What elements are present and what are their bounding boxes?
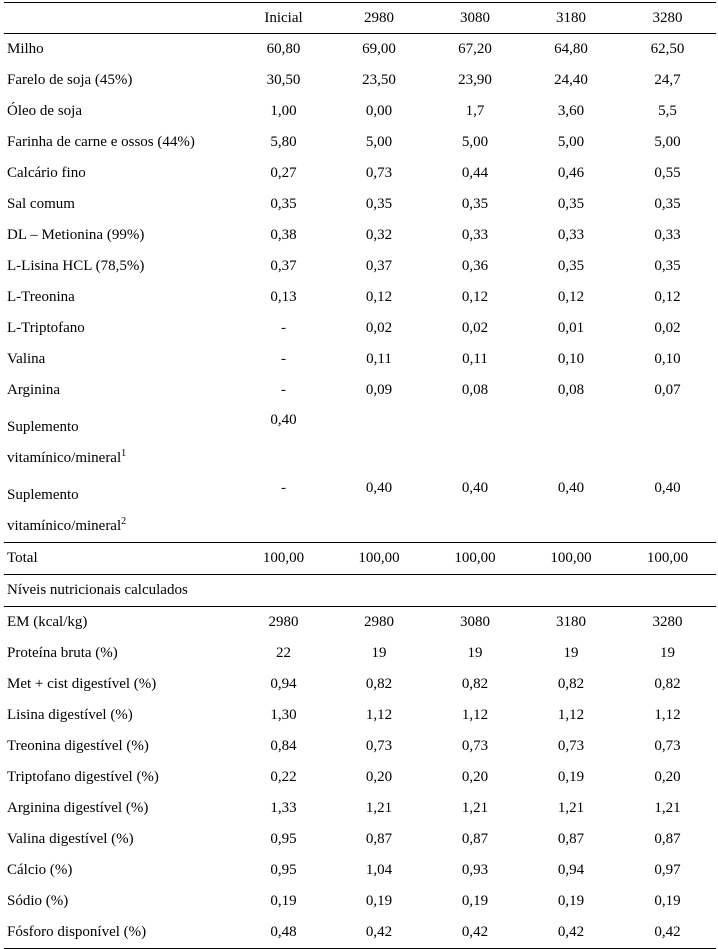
value-cell: 0,44 <box>461 165 489 181</box>
value-cell: - <box>281 480 286 496</box>
value-cell: 0,95 <box>270 831 297 847</box>
ingredient-row <box>4 375 716 406</box>
table-body <box>4 3 716 949</box>
value-cell: 0,36 <box>461 258 489 274</box>
value-cell: 0,82 <box>365 676 393 692</box>
ingredient-row <box>4 220 716 251</box>
supplement-label-line2 <box>7 443 236 474</box>
value-cell <box>523 406 619 474</box>
value-cell <box>427 406 523 474</box>
row-label: Lisina digestível (%) <box>7 707 133 723</box>
ingredient-row <box>4 344 716 375</box>
supplement-row <box>4 406 716 474</box>
value-cell <box>331 406 427 474</box>
value-cell: 0,42 <box>523 917 619 949</box>
row-label: L-Lisina HCL (78,5%) <box>7 258 145 274</box>
value-cell: 0,19 <box>654 893 681 909</box>
value-cell: 19 <box>660 645 675 661</box>
value-cell: 0,82 <box>461 676 489 692</box>
value-cell: 0,35 <box>461 196 489 212</box>
value-cell: 0,02 <box>654 320 681 336</box>
value-cell: 0,94 <box>270 676 297 692</box>
value-cell: 1,7 <box>465 103 485 119</box>
ingredient-row <box>4 96 716 127</box>
supplement-label-line1: Suplemento <box>7 419 79 435</box>
value-cell: 100,00 <box>427 543 523 575</box>
value-cell: 3080 <box>460 614 490 630</box>
value-cell: 0,27 <box>270 165 297 181</box>
value-cell: 2980 <box>364 614 394 630</box>
nutrient-row <box>4 607 716 639</box>
value-cell: 1,04 <box>365 862 393 878</box>
value-cell: 22 <box>276 645 291 661</box>
ingredient-row <box>4 158 716 189</box>
value-cell: 1,12 <box>365 707 393 723</box>
value-cell: 0,20 <box>461 769 489 785</box>
value-cell: 1,21 <box>461 800 489 816</box>
row-label: Milho <box>7 41 44 57</box>
ingredient-row <box>4 127 716 158</box>
value-cell: 0,10 <box>557 351 585 367</box>
value-cell: 0,22 <box>270 769 297 785</box>
row-label: Valina digestível (%) <box>7 831 134 847</box>
value-cell: 0,73 <box>365 738 393 754</box>
value-cell: 0,00 <box>365 103 393 119</box>
value-cell: 0,19 <box>557 893 585 909</box>
value-cell: 0,73 <box>365 165 393 181</box>
header-cell-3080: 3080 <box>427 3 523 34</box>
row-label: Sódio (%) <box>7 893 69 909</box>
value-cell: 0,42 <box>619 917 716 949</box>
ingredient-row <box>4 189 716 220</box>
value-cell: 0,94 <box>557 862 585 878</box>
value-cell: 19 <box>467 645 483 661</box>
row-label: Sal comum <box>7 196 75 212</box>
value-cell: 0,12 <box>557 289 585 305</box>
value-cell: 0,73 <box>557 738 585 754</box>
nutrient-row <box>4 700 716 731</box>
row-label: EM (kcal/kg) <box>7 614 88 630</box>
ingredient-row <box>4 251 716 282</box>
header-cell-blank <box>4 3 236 34</box>
row-label: Met + cist digestível (%) <box>7 676 157 692</box>
value-cell: 0,46 <box>557 165 585 181</box>
value-cell: 0,02 <box>365 320 393 336</box>
row-label: L-Treonina <box>7 289 75 305</box>
supplement-label-line2 <box>7 511 236 542</box>
nutrient-row <box>4 762 716 793</box>
footnote-marker: 2 <box>121 516 127 527</box>
value-cell: 0,40 <box>461 480 489 496</box>
header-cell-inicial: Inicial <box>236 3 331 34</box>
value-cell: 0,02 <box>461 320 489 336</box>
row-label: Total <box>4 543 236 575</box>
value-cell: 0,09 <box>365 382 393 398</box>
value-cell: - <box>281 351 286 367</box>
value-cell: 3180 <box>556 614 586 630</box>
value-cell: 0,33 <box>654 227 681 243</box>
value-cell: - <box>281 382 286 398</box>
diet-composition-table <box>4 2 716 949</box>
value-cell: 0,40 <box>365 480 393 496</box>
value-cell: 0,12 <box>654 289 681 305</box>
nutrient-row <box>4 824 716 855</box>
section-title-row <box>4 575 716 607</box>
value-cell: 23,90 <box>458 72 492 88</box>
value-cell: 1,30 <box>270 707 297 723</box>
value-cell: 100,00 <box>236 543 331 575</box>
value-cell: 0,07 <box>654 382 681 398</box>
value-cell: 0,12 <box>461 289 489 305</box>
value-cell: 2980 <box>268 614 299 630</box>
row-label: Fósforo disponível (%) <box>4 917 236 949</box>
row-label: DL – Metionina (99%) <box>7 227 145 243</box>
value-cell: 24,40 <box>554 72 588 88</box>
value-cell: 1,21 <box>654 800 681 816</box>
nutrient-row <box>4 731 716 762</box>
supplement-label-text: vitamínico/mineral <box>7 518 122 534</box>
nutrient-row <box>4 638 716 669</box>
value-cell: 19 <box>563 645 579 661</box>
value-cell: 0,33 <box>557 227 585 243</box>
value-cell: 0,93 <box>461 862 489 878</box>
value-cell: 30,50 <box>266 72 301 88</box>
value-cell: 0,82 <box>557 676 585 692</box>
value-cell: 0,32 <box>365 227 393 243</box>
total-row <box>4 543 716 575</box>
value-cell: 0,35 <box>557 258 585 274</box>
value-cell: 0,19 <box>557 769 585 785</box>
value-cell: 100,00 <box>523 543 619 575</box>
row-label <box>4 406 236 474</box>
section-title: Níveis nutricionais calculados <box>4 575 716 607</box>
nutrient-row <box>4 793 716 824</box>
value-cell <box>619 406 716 474</box>
value-cell: 0,10 <box>654 351 681 367</box>
value-cell: 0,08 <box>557 382 585 398</box>
value-cell: 5,00 <box>654 134 681 150</box>
row-label: Farinha de carne e ossos (44%) <box>7 134 195 150</box>
value-cell: 0,13 <box>270 289 297 305</box>
value-cell: 5,5 <box>658 103 677 119</box>
value-cell: 5,80 <box>270 134 297 150</box>
value-cell: 0,84 <box>270 738 297 754</box>
nutrient-row <box>4 855 716 886</box>
nutrient-row <box>4 917 716 949</box>
value-cell: 0,40 <box>270 412 297 428</box>
value-cell: 0,87 <box>654 831 681 847</box>
value-cell: 0,87 <box>461 831 489 847</box>
value-cell: 0,48 <box>236 917 331 949</box>
value-cell: 5,00 <box>557 134 585 150</box>
value-cell: 5,00 <box>461 134 489 150</box>
value-cell: 0,19 <box>461 893 489 909</box>
header-cell-3280: 3280 <box>619 3 716 34</box>
value-cell: 0,73 <box>461 738 489 754</box>
value-cell: 0,19 <box>365 893 393 909</box>
value-cell: 67,20 <box>458 41 492 57</box>
value-cell: 1,12 <box>557 707 585 723</box>
row-label: Valina <box>7 351 46 367</box>
value-cell: 0,20 <box>365 769 393 785</box>
supplement-label-line1: Suplemento <box>7 487 79 503</box>
value-cell: 0,35 <box>270 196 297 212</box>
value-cell: 0,38 <box>270 227 297 243</box>
value-cell: 0,35 <box>557 196 585 212</box>
value-cell: 0,95 <box>270 862 297 878</box>
value-cell: 1,12 <box>654 707 681 723</box>
value-cell: 0,82 <box>654 676 681 692</box>
value-cell: 0,73 <box>654 738 681 754</box>
row-label: Arginina <box>7 382 61 398</box>
value-cell: 100,00 <box>619 543 716 575</box>
row-label: Óleo de soja <box>7 103 82 119</box>
value-cell: 0,35 <box>365 196 393 212</box>
header-row <box>4 3 716 34</box>
value-cell: 1,21 <box>557 800 585 816</box>
supplement-row <box>4 474 716 543</box>
value-cell: 0,08 <box>461 382 489 398</box>
value-cell: 60,80 <box>266 41 301 57</box>
row-label: Cálcio (%) <box>7 862 73 878</box>
value-cell: 0,20 <box>654 769 681 785</box>
value-cell: 0,97 <box>654 862 681 878</box>
row-label: Triptofano digestível (%) <box>7 769 159 785</box>
value-cell: 100,00 <box>331 543 427 575</box>
value-cell: 1,12 <box>461 707 489 723</box>
value-cell: 0,87 <box>557 831 585 847</box>
row-label: Arginina digestível (%) <box>7 800 149 816</box>
value-cell: 23,50 <box>362 72 396 88</box>
ingredient-row <box>4 65 716 96</box>
value-cell: - <box>281 320 286 336</box>
value-cell: 5,00 <box>365 134 393 150</box>
value-cell: 0,35 <box>654 196 681 212</box>
header-cell-2980: 2980 <box>331 3 427 34</box>
value-cell: 0,33 <box>461 227 489 243</box>
value-cell: 0,11 <box>462 351 488 367</box>
value-cell: 0,42 <box>427 917 523 949</box>
value-cell: 0,42 <box>331 917 427 949</box>
value-cell: 62,50 <box>650 41 685 57</box>
value-cell: 69,00 <box>362 41 396 57</box>
value-cell: 24,7 <box>654 72 681 88</box>
header-cell-3180: 3180 <box>523 3 619 34</box>
value-cell: 1,21 <box>365 800 393 816</box>
value-cell: 0,12 <box>365 289 393 305</box>
ingredient-row <box>4 313 716 344</box>
value-cell: 0,37 <box>270 258 297 274</box>
ingredient-row <box>4 34 716 66</box>
row-label: Treonina digestível (%) <box>7 738 149 754</box>
value-cell: 0,01 <box>557 320 585 336</box>
value-cell: 1,33 <box>270 800 297 816</box>
value-cell: 0,37 <box>365 258 393 274</box>
nutrient-row <box>4 669 716 700</box>
ingredient-row <box>4 282 716 313</box>
row-label: Farelo de soja (45%) <box>7 72 133 88</box>
value-cell: 19 <box>371 645 387 661</box>
value-cell: 0,11 <box>366 351 392 367</box>
value-cell: 1,00 <box>270 103 297 119</box>
row-label: Calcário fino <box>7 165 86 181</box>
value-cell: 3,60 <box>557 103 585 119</box>
value-cell: 3280 <box>652 614 683 630</box>
nutrient-row <box>4 886 716 917</box>
value-cell: 0,40 <box>654 480 681 496</box>
value-cell: 64,80 <box>554 41 588 57</box>
value-cell: 0,87 <box>365 831 393 847</box>
value-cell: 0,19 <box>270 893 297 909</box>
footnote-marker: 1 <box>121 448 127 459</box>
supplement-label-text: vitamínico/mineral <box>7 450 122 466</box>
value-cell: 0,55 <box>654 165 681 181</box>
row-label: L-Triptofano <box>7 320 85 336</box>
row-label: Proteína bruta (%) <box>7 645 118 661</box>
value-cell: 0,40 <box>557 480 585 496</box>
row-label <box>4 474 236 543</box>
value-cell: 0,35 <box>654 258 681 274</box>
